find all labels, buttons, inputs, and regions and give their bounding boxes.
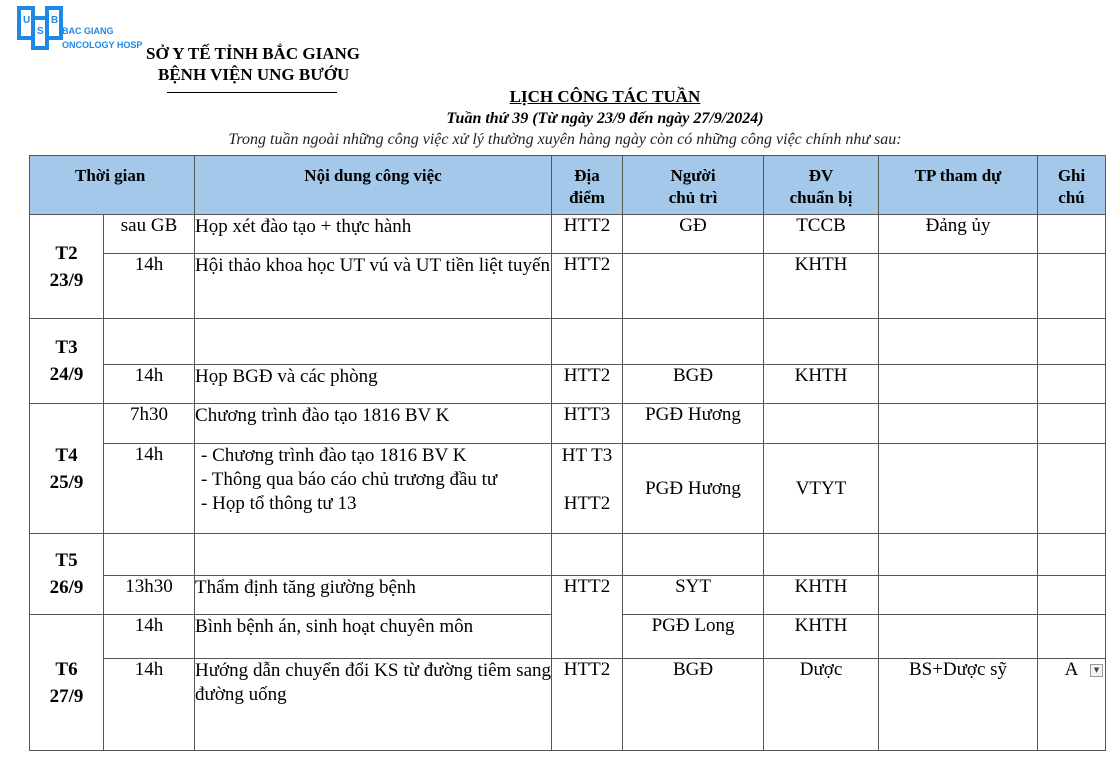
- day-cell-t3: [30, 319, 104, 404]
- svg-text:B: B: [51, 15, 59, 26]
- host-cell: PGĐ Long: [623, 615, 764, 659]
- col-header-location-l2: điểm: [569, 188, 605, 207]
- location-cell: HTT2: [552, 659, 623, 751]
- time-cell: 13h30: [104, 576, 195, 615]
- content-cell: [195, 444, 552, 534]
- logo-text-line1: BAC GIANG: [62, 26, 114, 36]
- location-cell: HTT2: [552, 215, 623, 254]
- col-header-host-l2: chủ trì: [668, 188, 718, 207]
- location-line: HTT2: [563, 493, 611, 514]
- chevron-down-icon[interactable]: ▼: [1090, 664, 1103, 677]
- content-cell: Hội thảo khoa học UT vú và UT tiền liệt tuyến: [195, 254, 552, 319]
- note-cell: [1038, 534, 1106, 576]
- day-cell-t6: [30, 615, 104, 751]
- note-cell: [1038, 365, 1106, 404]
- svg-text:U: U: [23, 15, 31, 26]
- page-title: LỊCH CÔNG TÁC TUẦN: [509, 87, 701, 106]
- logo-text-line2: ONCOLOGY HOSP: [62, 40, 143, 50]
- col-header-note: [1038, 156, 1106, 215]
- col-header-prep-l1: ĐV: [808, 166, 834, 185]
- host-cell: [623, 319, 764, 365]
- attend-cell: [879, 254, 1038, 319]
- attend-cell: Đảng ủy: [879, 215, 1038, 254]
- table-row: [30, 319, 1106, 365]
- day-label: T3: [55, 337, 78, 358]
- schedule-table: [29, 155, 1106, 751]
- day-label: T6: [55, 658, 78, 680]
- prep-cell: [764, 404, 879, 444]
- time-cell: 7h30: [104, 404, 195, 444]
- note-value: A: [1064, 659, 1079, 680]
- location-line: HT T3: [561, 445, 613, 466]
- time-cell: 14h: [104, 659, 195, 751]
- prep-cell: KHTH: [764, 254, 879, 319]
- day-label: T5: [55, 550, 78, 571]
- day-label: T2: [55, 242, 78, 264]
- content-cell: Họp BGĐ và các phòng: [195, 365, 552, 404]
- table-row: [30, 659, 1106, 751]
- day-label: T4: [55, 444, 78, 466]
- col-header-location-l1: Địa: [574, 166, 600, 185]
- attend-cell: [879, 444, 1038, 534]
- host-cell: [623, 254, 764, 319]
- intro-text: Trong tuần ngoài những công việc xử lý thường xuyên hàng ngày còn có những công việc chính như sau:: [228, 131, 902, 148]
- content-cell: Thẩm định tăng giường bệnh: [195, 576, 552, 615]
- col-header-note-l2: chú: [1058, 188, 1085, 207]
- location-cell: HTT3: [552, 404, 623, 444]
- prep-cell: KHTH: [764, 615, 879, 659]
- host-cell: BGĐ: [623, 365, 764, 404]
- content-cell: [195, 319, 552, 365]
- content-cell: Bình bệnh án, sinh hoạt chuyên môn: [195, 615, 552, 659]
- location-cell: [552, 319, 623, 365]
- table-row: [30, 576, 1106, 615]
- org-name-hospital: BỆNH VIỆN UNG BƯỚU: [158, 65, 350, 84]
- time-cell: sau GB: [104, 215, 195, 254]
- note-cell: [1038, 576, 1106, 615]
- host-cell: PGĐ Hương: [623, 444, 764, 534]
- host-cell: PGĐ Hương: [623, 404, 764, 444]
- attend-cell: BS+Dược sỹ: [879, 659, 1038, 751]
- time-cell: 14h: [104, 365, 195, 404]
- attend-cell: [879, 404, 1038, 444]
- org-name-department: SỞ Y TẾ TỈNH BẮC GIANG: [146, 44, 360, 63]
- location-cell: [552, 534, 623, 576]
- col-header-location: [552, 156, 623, 215]
- table-row: [30, 254, 1106, 319]
- note-cell: [1038, 404, 1106, 444]
- attend-cell: [879, 615, 1038, 659]
- note-cell: [1038, 215, 1106, 254]
- col-header-content: Nội dung công việc: [195, 156, 552, 215]
- table-header-row: [30, 156, 1106, 215]
- host-cell: GĐ: [623, 215, 764, 254]
- time-cell: [104, 534, 195, 576]
- prep-cell: VTYT: [764, 444, 879, 534]
- time-cell: [104, 319, 195, 365]
- day-cell-t2: [30, 215, 104, 319]
- content-cell: [195, 534, 552, 576]
- day-date: 23/9: [49, 269, 84, 291]
- note-cell: [1038, 615, 1106, 659]
- col-header-prep-l2: chuẩn bị: [789, 188, 853, 207]
- note-cell: [1038, 254, 1106, 319]
- prep-cell: KHTH: [764, 576, 879, 615]
- day-date: 27/9: [49, 685, 84, 707]
- note-cell[interactable]: [1038, 659, 1106, 751]
- day-date: 25/9: [49, 471, 84, 493]
- col-header-note-l1: Ghi: [1057, 166, 1086, 185]
- col-header-prep: [764, 156, 879, 215]
- time-cell: 14h: [104, 444, 195, 534]
- location-cell: [552, 444, 623, 534]
- content-line: - Chương trình đào tạo 1816 BV K: [201, 445, 467, 466]
- col-header-host-l1: Người: [670, 166, 716, 185]
- attend-cell: [879, 365, 1038, 404]
- page-subtitle: Tuần thứ 39 (Từ ngày 23/9 đến ngày 27/9/2024): [446, 110, 764, 127]
- prep-cell: Dược: [764, 659, 879, 751]
- content-cell: Hướng dẫn chuyển đổi KS từ đường tiêm sang đường uống: [195, 659, 552, 751]
- day-cell-t4: [30, 404, 104, 534]
- day-date: 24/9: [49, 364, 84, 385]
- attend-cell: [879, 576, 1038, 615]
- day-date: 26/9: [49, 577, 84, 598]
- content-cell: Chương trình đào tạo 1816 BV K: [195, 404, 552, 444]
- note-cell: [1038, 319, 1106, 365]
- content-line: - Thông qua báo cáo chủ trương đầu tư: [201, 469, 498, 490]
- location-cell: HTT2: [552, 576, 623, 659]
- prep-cell: [764, 534, 879, 576]
- content-cell: Họp xét đào tạo + thực hành: [195, 215, 552, 254]
- host-cell: [623, 534, 764, 576]
- day-cell-t5: [30, 534, 104, 615]
- table-row: [30, 365, 1106, 404]
- prep-cell: TCCB: [764, 215, 879, 254]
- prep-cell: KHTH: [764, 365, 879, 404]
- host-cell: SYT: [623, 576, 764, 615]
- prep-cell: [764, 319, 879, 365]
- col-header-attend: TP tham dự: [879, 156, 1038, 215]
- svg-text:S: S: [37, 26, 44, 37]
- note-cell: [1038, 444, 1106, 534]
- time-cell: 14h: [104, 615, 195, 659]
- table-row: [30, 215, 1106, 254]
- host-cell: BGĐ: [623, 659, 764, 751]
- table-row: [30, 534, 1106, 576]
- table-row: [30, 404, 1106, 444]
- location-cell: HTT2: [552, 254, 623, 319]
- attend-cell: [879, 319, 1038, 365]
- col-header-time: Thời gian: [30, 156, 195, 215]
- attend-cell: [879, 534, 1038, 576]
- col-header-host: [623, 156, 764, 215]
- time-cell: 14h: [104, 254, 195, 319]
- table-row: [30, 444, 1106, 534]
- location-cell: HTT2: [552, 365, 623, 404]
- content-line: - Họp tổ thông tư 13: [201, 493, 357, 514]
